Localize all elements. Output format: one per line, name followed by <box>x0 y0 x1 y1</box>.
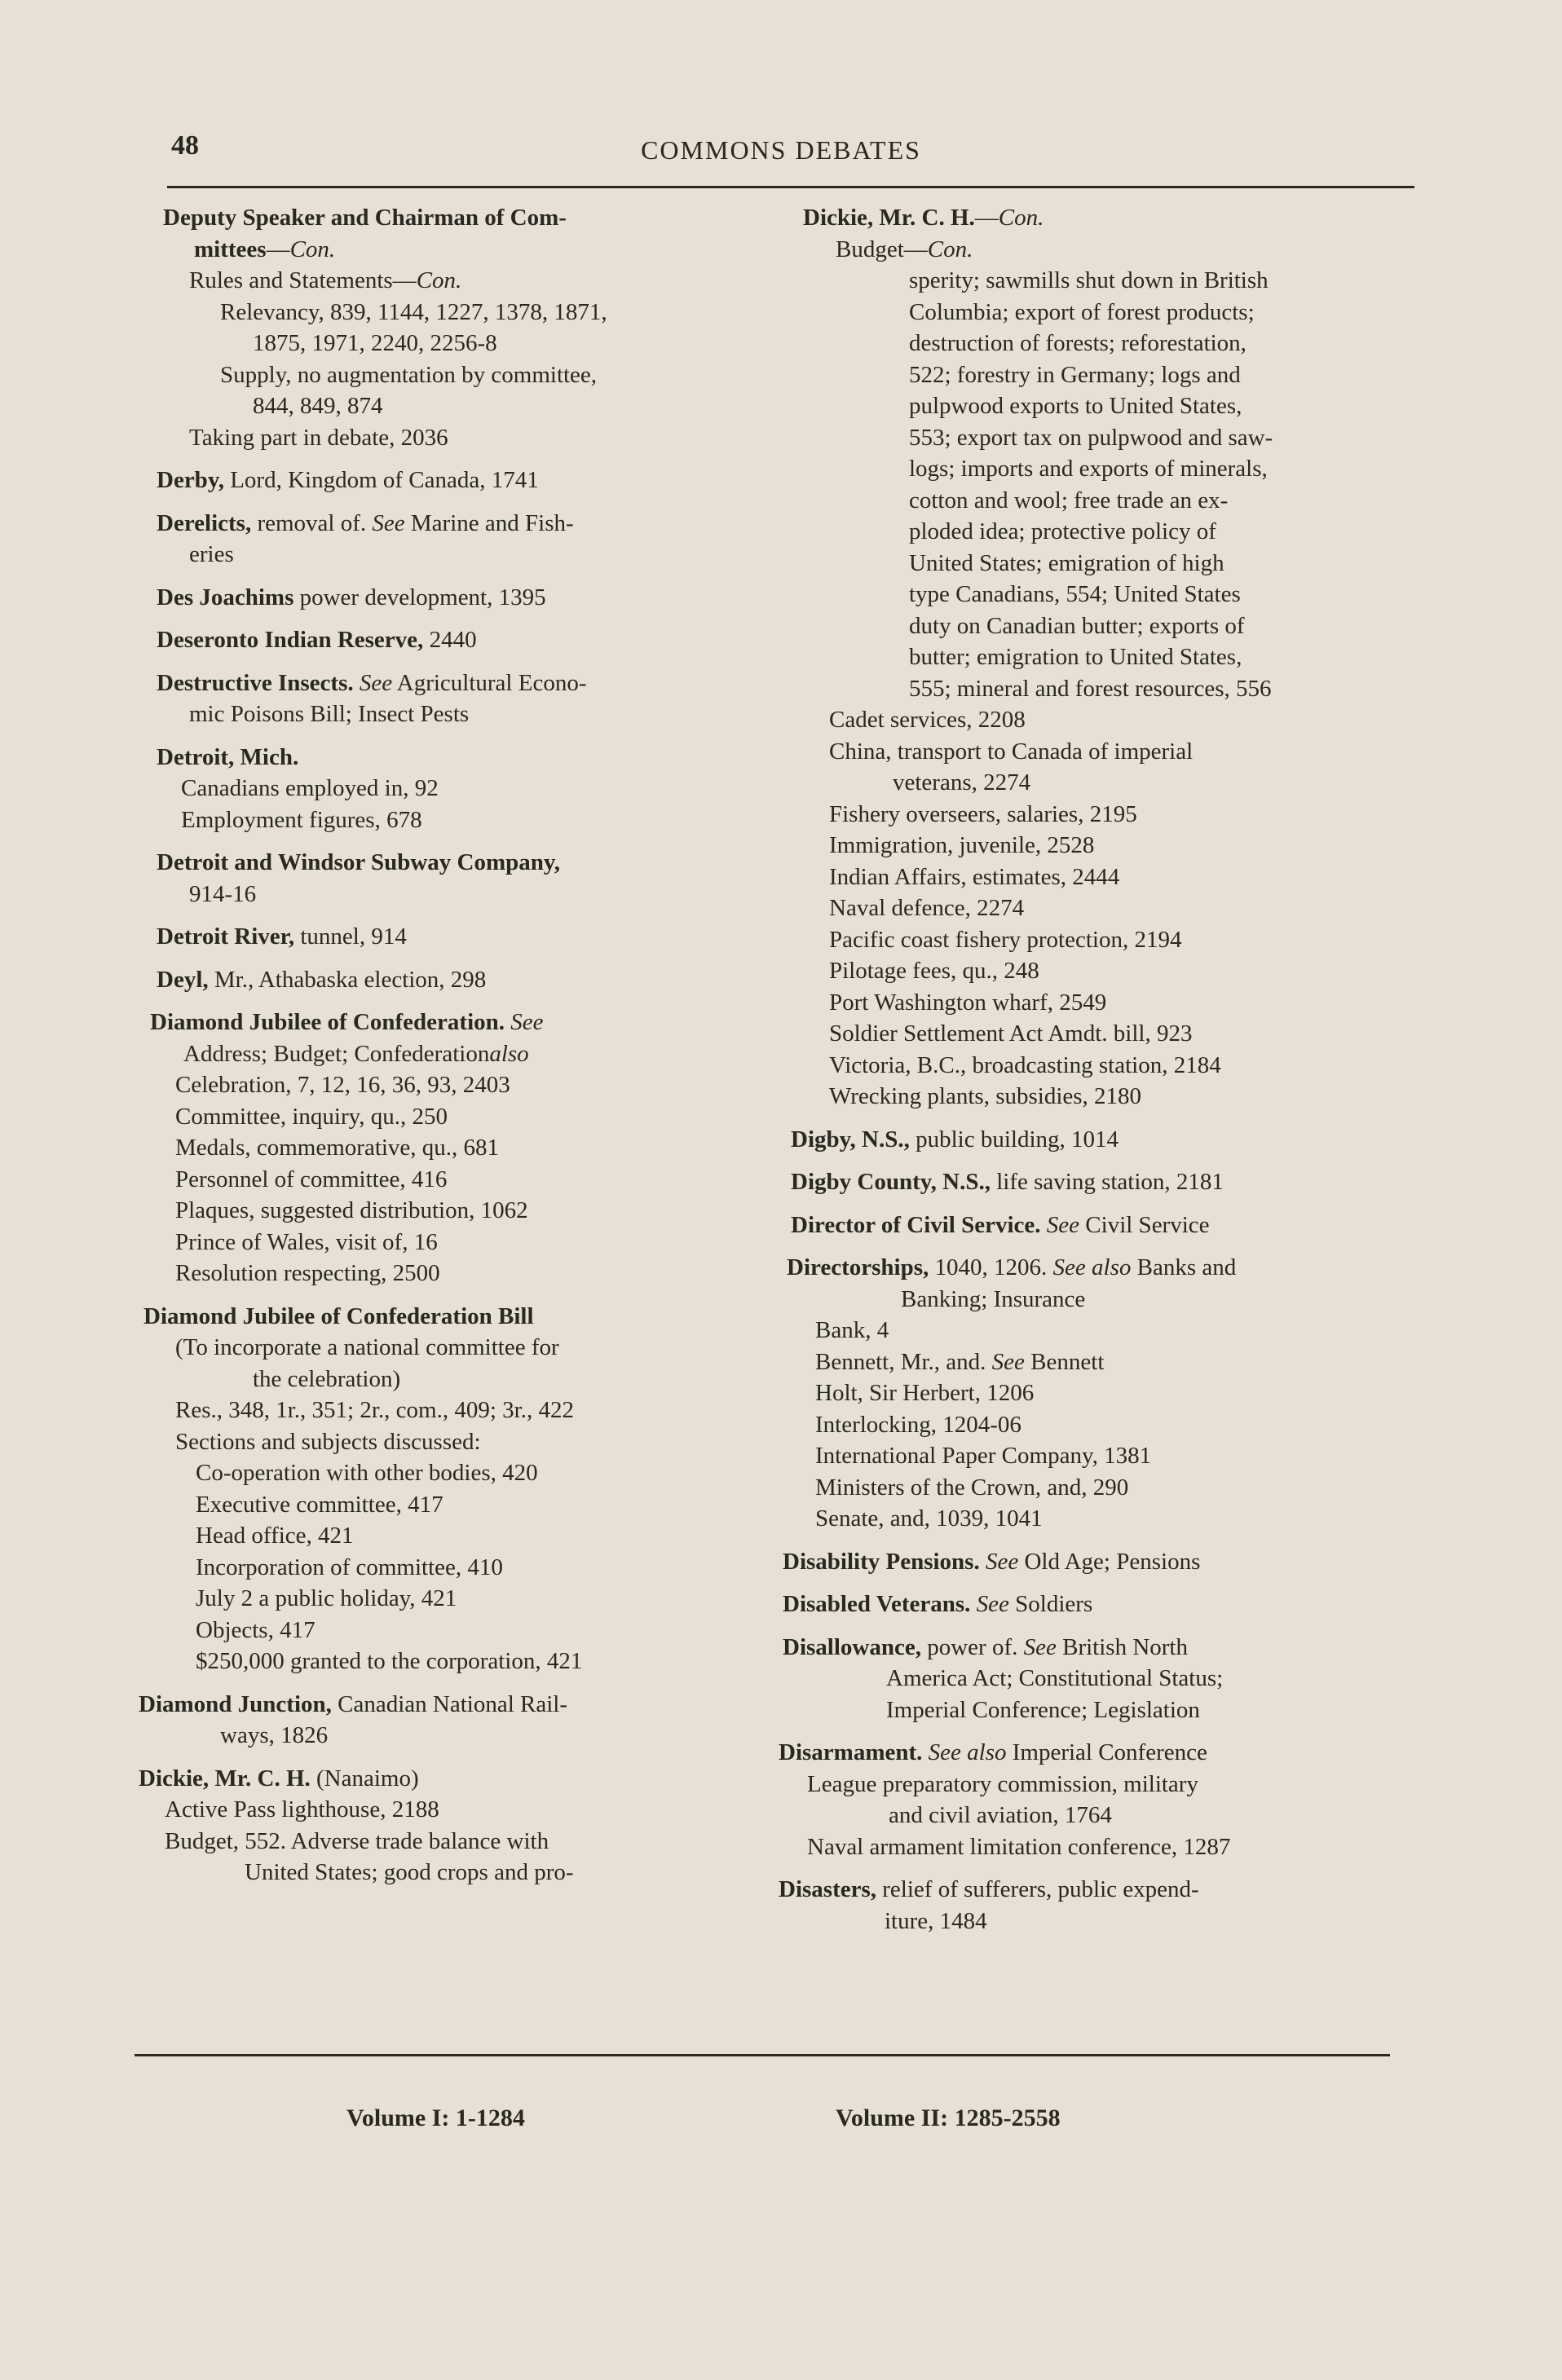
entry-see-reference: See <box>359 669 393 696</box>
entry-text <box>922 1739 928 1765</box>
entry-text <box>354 670 360 696</box>
entry-text: Columbia; export of forest products; <box>909 298 1255 325</box>
entry-text: Co-operation with other bodies, 420 <box>196 1460 538 1486</box>
entry-subline <box>779 359 1414 391</box>
entry-see-reference: See <box>372 509 405 536</box>
entry-subline <box>139 1857 762 1889</box>
entry-text: Imperial Conference; Legislation <box>886 1696 1200 1723</box>
entry-subline <box>779 1018 1414 1050</box>
index-entry <box>139 668 762 730</box>
entry-text: — <box>974 205 999 231</box>
entry-subline <box>779 955 1414 987</box>
index-entry <box>779 1546 1414 1578</box>
entry-heading-line <box>779 1166 1414 1198</box>
entry-text: ploded idea; protective policy of <box>909 518 1216 544</box>
entry-subline <box>139 297 762 328</box>
entry-subline <box>139 1364 762 1395</box>
entry-text: Bank, 4 <box>815 1317 889 1343</box>
entry-text: and civil aviation, 1764 <box>889 1802 1112 1828</box>
entry-text: Celebration, 7, 12, 16, 36, 93, 2403 <box>175 1072 510 1098</box>
entry-heading-line <box>779 1546 1414 1578</box>
entry-text: Medals, commemorative, qu., 681 <box>175 1135 500 1161</box>
entry-subline <box>139 1164 762 1196</box>
entry-text: mic Poisons Bill; Insect Pests <box>189 701 470 727</box>
index-entry <box>139 624 762 656</box>
entry-subline <box>779 1440 1414 1472</box>
index-entry <box>139 508 762 571</box>
entry-text: life saving station, 2181 <box>990 1169 1224 1195</box>
entry-heading-line <box>779 202 1414 234</box>
entry-subline <box>139 1332 762 1364</box>
entry-heading-line <box>139 202 762 234</box>
entry-subline <box>139 1069 762 1101</box>
entry-subline <box>139 1615 762 1646</box>
entry-text: Executive committee, 417 <box>196 1491 443 1518</box>
index-entry <box>779 1210 1414 1241</box>
entry-subline <box>779 924 1414 956</box>
entry-subline <box>779 641 1414 673</box>
entry-subline <box>139 265 762 297</box>
index-entry <box>139 847 762 910</box>
entry-text: 555; mineral and forest resources, 556 <box>909 675 1272 702</box>
index-entry <box>779 1252 1414 1535</box>
entry-text: 844, 849, 874 <box>253 393 383 419</box>
index-entry <box>139 582 762 614</box>
entry-subline <box>139 234 762 266</box>
entry-see-reference: See also <box>928 1739 1007 1765</box>
entry-subline <box>779 297 1414 328</box>
entry-heading-line <box>779 1737 1414 1769</box>
entry-subline <box>779 234 1414 266</box>
entry-heading-line <box>139 847 762 879</box>
entry-text: Ministers of the Crown, and, 290 <box>815 1474 1129 1501</box>
entry-subline <box>779 1472 1414 1504</box>
entry-heading: Disabled Veterans. <box>783 1591 971 1617</box>
entry-heading-line <box>139 465 762 496</box>
index-entry <box>779 202 1414 1113</box>
index-column-right <box>779 202 1414 1948</box>
entry-text: Resolution respecting, 2500 <box>175 1260 440 1286</box>
entry-subline <box>139 1646 762 1677</box>
index-entry <box>139 921 762 953</box>
entry-text: Agricultural Econo- <box>392 669 587 696</box>
entry-text: Immigration, juvenile, 2528 <box>829 832 1095 858</box>
entry-subline <box>779 1284 1414 1316</box>
entry-text <box>1041 1212 1047 1238</box>
entry-heading: Diamond Jubilee of Confederation. <box>150 1009 505 1035</box>
entry-text: pulpwood exports to United States, <box>909 393 1242 419</box>
index-entry <box>139 202 762 453</box>
entry-see-reference: Con. <box>998 205 1044 231</box>
entry-subline <box>779 673 1414 705</box>
entry-subline <box>139 359 762 391</box>
entry-subline <box>779 1081 1414 1113</box>
entry-subline <box>139 1101 762 1133</box>
index-column-left <box>139 202 762 1900</box>
entry-heading: Detroit and Windsor Subway Company, <box>157 849 561 875</box>
entry-heading: Diamond Junction, <box>139 1690 332 1717</box>
entry-text: July 2 a public holiday, 421 <box>196 1585 457 1611</box>
entry-heading-line <box>139 1007 762 1038</box>
entry-text: 914-16 <box>189 880 257 907</box>
entry-text: the celebration) <box>253 1365 401 1392</box>
entry-subline <box>139 773 762 804</box>
entry-subline <box>779 610 1414 642</box>
entry-text: Soldiers <box>1008 1591 1093 1617</box>
entry-heading-line <box>139 1763 762 1795</box>
index-entry <box>139 1301 762 1677</box>
entry-subline <box>779 1769 1414 1800</box>
entry-heading: Dickie, Mr. C. H. <box>139 1765 311 1792</box>
entry-subline <box>139 1426 762 1458</box>
entry-subline <box>139 1720 762 1752</box>
entry-text: iture, 1484 <box>885 1907 987 1934</box>
entry-text: America Act; Constitutional Status; <box>886 1665 1224 1691</box>
entry-heading-line <box>139 668 762 699</box>
entry-subline <box>139 804 762 836</box>
entry-subline <box>779 987 1414 1019</box>
index-entry <box>139 1007 762 1289</box>
page-header <box>0 130 1562 179</box>
entry-heading-line <box>779 1252 1414 1284</box>
entry-heading: Directorships, <box>787 1254 929 1280</box>
entry-text: United States; emigration of high <box>909 549 1224 576</box>
entry-heading: Detroit River, <box>157 923 295 950</box>
entry-text: 1875, 1971, 2240, 2256-8 <box>253 330 497 356</box>
entry-subline <box>779 830 1414 862</box>
entry-text: Address; Budget; Confederation <box>183 1040 490 1067</box>
entry-see-reference: See also <box>1052 1254 1132 1280</box>
entry-subline <box>779 548 1414 580</box>
entry-heading: Deputy Speaker and Chairman of Com- <box>163 205 567 231</box>
entry-text: Rules and Statements— <box>189 267 417 293</box>
entry-text: China, transport to Canada of imperial <box>829 738 1194 765</box>
entry-text: type Canadians, 554; United States <box>909 581 1241 607</box>
entry-subline <box>779 453 1414 485</box>
entry-text: Civil Service <box>1079 1211 1210 1238</box>
entry-text: duty on Canadian butter; exports of <box>909 612 1245 639</box>
entry-text: Budget, 552. Adverse trade balance with <box>165 1827 549 1854</box>
index-entry <box>779 1737 1414 1862</box>
entry-text: Incorporation of committee, 410 <box>196 1554 503 1580</box>
entry-subline <box>139 879 762 910</box>
entry-subline <box>779 390 1414 422</box>
entry-text: Fishery overseers, salaries, 2195 <box>829 800 1137 827</box>
entry-text: sperity; sawmills shut down in British <box>909 267 1269 293</box>
entry-subline <box>779 736 1414 768</box>
entry-text: (Nanaimo) <box>310 1765 419 1792</box>
entry-heading: Director of Civil Service. <box>791 1211 1041 1238</box>
entry-text: Taking part in debate, 2036 <box>189 424 448 451</box>
entry-text: Lord, Kingdom of Canada, 1741 <box>223 467 539 493</box>
entry-subline <box>779 704 1414 736</box>
index-entry <box>779 1874 1414 1937</box>
entry-text: veterans, 2274 <box>893 769 1031 796</box>
entry-text: Interlocking, 1204-06 <box>815 1411 1021 1438</box>
entry-heading-line <box>139 508 762 540</box>
entry-heading: Diamond Jubilee of Confederation Bill <box>143 1302 534 1329</box>
entry-see-reference: See <box>985 1548 1019 1575</box>
entry-subline <box>779 1695 1414 1726</box>
footer-rule <box>135 2054 1390 2056</box>
entry-text: International Paper Company, 1381 <box>815 1443 1152 1469</box>
entry-subline <box>139 1794 762 1826</box>
volume-one-range: Volume I: 1-1284 <box>346 2105 525 2131</box>
index-entry <box>779 1589 1414 1620</box>
entry-text: Holt, Sir Herbert, 1206 <box>815 1380 1035 1406</box>
entry-heading: Digby, N.S., <box>791 1126 910 1153</box>
entry-text: Sections and subjects discussed: <box>175 1428 481 1455</box>
entry-see-reference: also <box>489 1040 529 1067</box>
entry-text: Supply, no augmentation by committee, <box>220 361 598 388</box>
entry-text: cotton and wool; free trade an ex- <box>909 487 1229 513</box>
entry-heading-line <box>779 1210 1414 1241</box>
entry-heading: Disarmament. <box>779 1739 923 1765</box>
entry-text: Head office, 421 <box>196 1523 354 1549</box>
entry-subline <box>139 1227 762 1258</box>
entry-see-reference: See <box>976 1591 1009 1617</box>
entry-subline <box>139 1195 762 1227</box>
entry-heading: Digby County, N.S., <box>791 1169 991 1195</box>
entry-text: removal of. <box>251 509 373 536</box>
index-entry <box>139 465 762 496</box>
entry-see-reference: Con. <box>927 236 973 262</box>
entry-subline <box>139 1583 762 1615</box>
entry-text: Cadet services, 2208 <box>829 707 1026 733</box>
entry-text: logs; imports and exports of minerals, <box>909 456 1268 482</box>
entry-heading: Disasters, <box>779 1876 877 1902</box>
entry-see-reference: Con. <box>416 267 462 293</box>
entry-heading: Disallowance, <box>783 1633 921 1660</box>
entry-subline <box>779 516 1414 548</box>
entry-see-reference: See <box>510 1009 544 1035</box>
page-number: 48 <box>171 130 199 161</box>
entry-heading: Deyl, <box>157 966 209 993</box>
entry-subline <box>779 485 1414 517</box>
index-entry <box>779 1632 1414 1726</box>
entry-text: Active Pass lighthouse, 2188 <box>165 1796 439 1822</box>
entry-text: Committee, inquiry, qu., 250 <box>175 1103 448 1130</box>
entry-subline <box>779 1503 1414 1535</box>
header-rule <box>167 186 1414 188</box>
entry-subline <box>139 1132 762 1164</box>
entry-heading: Disability Pensions. <box>783 1548 980 1575</box>
index-entry <box>139 742 762 836</box>
entry-subline <box>779 422 1414 454</box>
entry-see-reference: Con. <box>289 236 336 262</box>
index-entry <box>779 1124 1414 1156</box>
entry-text: Relevancy, 839, 1144, 1227, 1378, 1871, <box>220 298 607 325</box>
entry-subline <box>139 390 762 422</box>
entry-subline <box>139 1258 762 1289</box>
entry-text: eries <box>189 541 234 567</box>
entry-heading-line <box>139 964 762 996</box>
entry-text <box>970 1591 976 1617</box>
entry-text: ways, 1826 <box>220 1722 329 1748</box>
entry-heading-line <box>139 624 762 656</box>
entry-subline <box>779 1346 1414 1378</box>
entry-subline <box>139 1826 762 1858</box>
entry-text: Plaques, suggested distribution, 1062 <box>175 1197 528 1223</box>
entry-text: Soldier Settlement Act Amdt. bill, 923 <box>829 1020 1193 1047</box>
entry-subline <box>779 265 1414 297</box>
entry-subline <box>779 579 1414 610</box>
entry-heading: mittees <box>194 236 267 262</box>
entry-text: League preparatory commission, military <box>807 1770 1198 1797</box>
entry-subline <box>139 699 762 730</box>
entry-text: Victoria, B.C., broadcasting station, 2184 <box>829 1051 1221 1078</box>
entry-subline <box>139 1457 762 1489</box>
entry-text: Old Age; Pensions <box>1018 1548 1201 1575</box>
entry-subline <box>139 328 762 359</box>
entry-heading: Derby, <box>157 467 224 493</box>
entry-heading-line <box>139 582 762 614</box>
entry-heading-line <box>139 1689 762 1721</box>
entry-heading-line <box>139 1301 762 1333</box>
entry-subline <box>779 892 1414 924</box>
entry-subline <box>779 1315 1414 1346</box>
index-entry <box>779 1166 1414 1198</box>
index-entry <box>139 1689 762 1752</box>
entry-text: butter; emigration to United States, <box>909 644 1242 670</box>
entry-text: Senate, and, 1039, 1041 <box>815 1505 1043 1532</box>
entry-subline <box>139 1552 762 1584</box>
entry-heading: Deseronto Indian Reserve, <box>157 627 424 653</box>
entry-text: Naval armament limitation conference, 1287 <box>807 1833 1231 1860</box>
entry-see-reference: See <box>1023 1633 1057 1660</box>
entry-text: (To incorporate a national committee for <box>175 1334 559 1360</box>
entry-text: Pacific coast fishery protection, 2194 <box>829 926 1182 953</box>
entry-subline <box>139 1395 762 1426</box>
entry-subline <box>779 1800 1414 1831</box>
entry-text: tunnel, 914 <box>294 923 407 950</box>
entry-subline <box>779 767 1414 799</box>
entry-text: 2440 <box>423 627 477 653</box>
entry-text: Res., 348, 1r., 351; 2r., com., 409; 3r., 422 <box>175 1397 574 1423</box>
entry-heading-line <box>139 921 762 953</box>
entry-text: Mr., Athabaska election, 298 <box>208 966 487 993</box>
running-head: COMMONS DEBATES <box>641 135 921 165</box>
entry-text: relief of sufferers, public expend- <box>876 1876 1199 1902</box>
entry-text: Prince of Wales, visit of, 16 <box>175 1228 438 1255</box>
entry-text: Personnel of committee, 416 <box>175 1166 448 1192</box>
entry-text: British North <box>1056 1633 1188 1660</box>
entry-text: Imperial Conference <box>1006 1739 1207 1765</box>
entry-subline <box>779 328 1414 359</box>
entry-subline <box>139 1520 762 1552</box>
entry-subline <box>779 799 1414 831</box>
entry-text: Banks and <box>1131 1254 1237 1280</box>
entry-see-reference: See <box>991 1348 1025 1375</box>
entry-subline <box>779 1409 1414 1441</box>
entry-text: Bennett, Mr., and. <box>815 1348 992 1375</box>
entry-heading-line <box>779 1124 1414 1156</box>
entry-text: 522; forestry in Germany; logs and <box>909 361 1241 388</box>
index-entry <box>139 1763 762 1889</box>
entry-subline <box>139 1489 762 1521</box>
entry-subline <box>779 1906 1414 1937</box>
entry-text: Marine and Fish- <box>404 509 574 536</box>
entry-heading: Des Joachims <box>157 584 294 610</box>
entry-text: power of. <box>920 1633 1024 1660</box>
entry-text: public building, 1014 <box>909 1126 1119 1153</box>
entry-text: Naval defence, 2274 <box>829 895 1025 921</box>
entry-text: 1040, 1206. <box>929 1254 1053 1280</box>
entry-text: destruction of forests; reforestation, <box>909 330 1247 356</box>
entry-heading: Destructive Insects. <box>157 669 354 696</box>
entry-text: power development, 1395 <box>293 584 546 610</box>
entry-text: Objects, 417 <box>196 1616 315 1643</box>
entry-subline <box>779 862 1414 893</box>
entry-subline <box>779 1831 1414 1863</box>
entry-subline <box>779 1050 1414 1082</box>
entry-text: Pilotage fees, qu., 248 <box>829 958 1039 984</box>
entry-text: Indian Affairs, estimates, 2444 <box>829 863 1120 890</box>
entry-text: — <box>266 236 290 262</box>
entry-heading-line <box>779 1874 1414 1906</box>
entry-text: Banking; Insurance <box>901 1285 1086 1312</box>
entry-heading: Dickie, Mr. C. H. <box>803 205 975 231</box>
entry-text: United States; good crops and pro- <box>245 1859 574 1885</box>
entry-text: Canadian National Rail- <box>331 1690 567 1717</box>
entry-subline <box>139 539 762 571</box>
entry-text: Employment figures, 678 <box>181 806 422 833</box>
entry-subline <box>139 1038 762 1070</box>
index-entry <box>139 964 762 996</box>
entry-text: Bennett <box>1024 1348 1105 1375</box>
entry-heading-line <box>779 1589 1414 1620</box>
entry-subline <box>779 1377 1414 1409</box>
entry-subline <box>139 422 762 454</box>
entry-heading-line <box>139 742 762 774</box>
entry-text: Wrecking plants, subsidies, 2180 <box>829 1083 1142 1109</box>
entry-heading-line <box>779 1632 1414 1664</box>
entry-see-reference: See <box>1046 1211 1080 1238</box>
entry-text: 553; export tax on pulpwood and saw- <box>909 424 1273 451</box>
entry-heading: Derelicts, <box>157 509 252 536</box>
entry-subline <box>779 1663 1414 1695</box>
entry-text: Canadians employed in, 92 <box>181 775 439 801</box>
entry-text <box>980 1549 986 1575</box>
entry-text: $250,000 granted to the corporation, 421 <box>196 1648 583 1674</box>
entry-heading: Detroit, Mich. <box>157 743 299 770</box>
volume-two-range: Volume II: 1285-2558 <box>836 2105 1061 2131</box>
entry-text: Budget— <box>836 236 928 262</box>
entry-text: Port Washington wharf, 2549 <box>829 989 1107 1016</box>
